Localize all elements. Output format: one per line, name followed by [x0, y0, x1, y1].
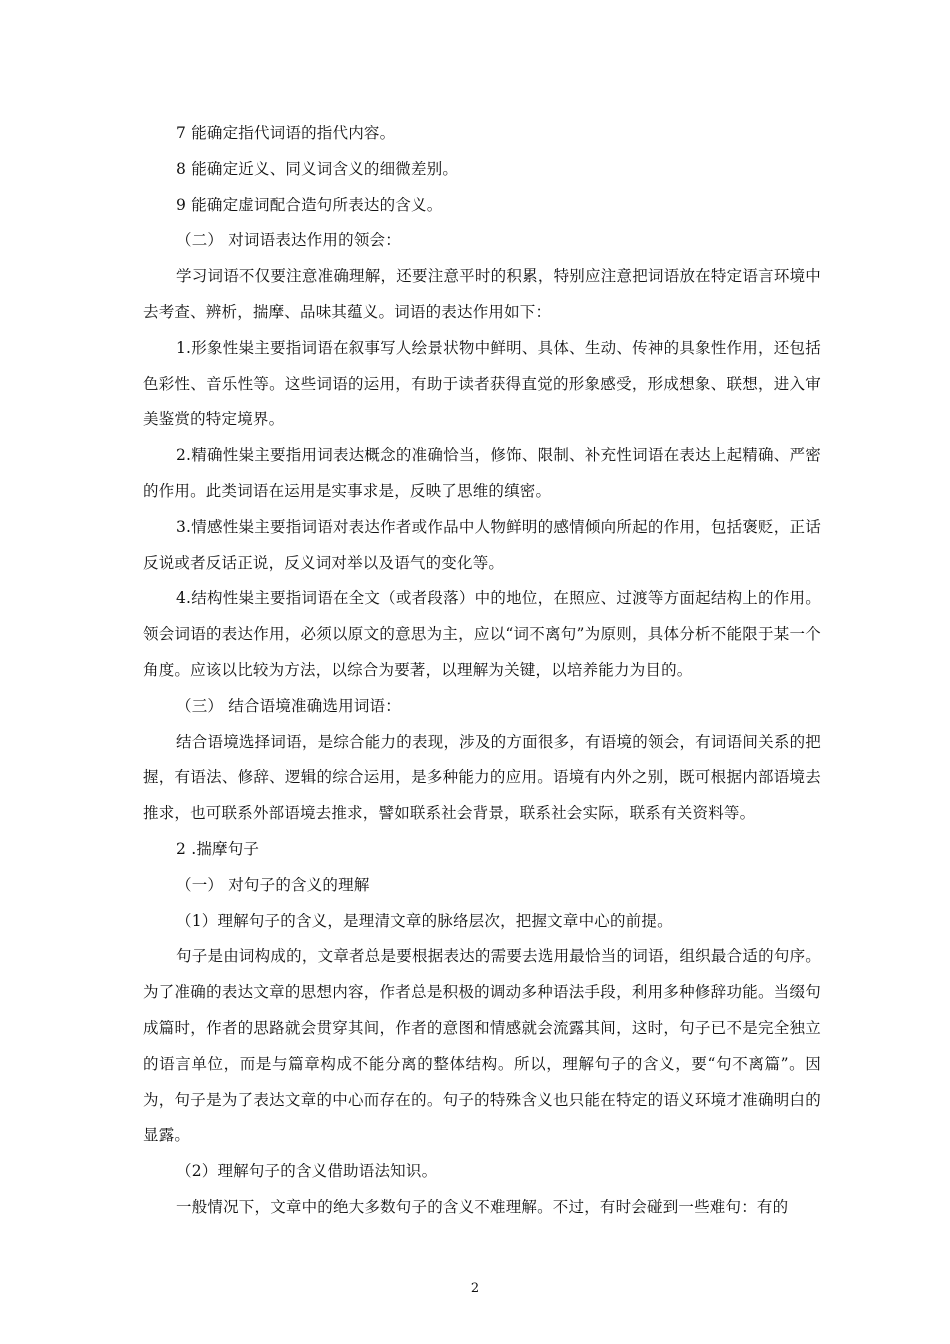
- paragraph: 7 能确定指代词语的指代内容。: [176, 124, 396, 142]
- paragraph: 结合语境选择词语，是综合能力的表现，涉及的方面很多，有语境的领会，有词语间关系的把握，有语法、修辞、逻辑的综合运用，是多种能力的应用。语境有内外之别，既可根据内部语境去推求，也可联系外部语境去推求，譬如联系社会背景，联系社会实际，联系有关资料等。: [143, 732, 821, 823]
- paragraph: 1.形象性粜主要指词语在叙事写人绘景状物中鲜明、具体、生动、传神的具象性作用，还包括色彩性、音乐性等。这些词语的运用，有助于读者获得直觉的形象感受，形成想象、联想，进入审美鉴赏的特定境界。: [143, 338, 821, 429]
- paragraph: 学习词语不仅要注意准确理解，还要注意平时的积累，特别应注意把词语放在特定语言环境中去考查、辨析，揣摩、品味其蕴义。词语的表达作用如下：: [143, 267, 821, 321]
- paragraph: （2）理解句子的含义借助语法知识。: [176, 1162, 438, 1181]
- page-body: [143, 116, 821, 1226]
- paragraph: 一般情况下，文章中的绝大多数句子的含义不难理解。不过，有时会碰到一些难句：有的: [176, 1197, 789, 1216]
- section-heading: （三） 结合语境准确选用词语：: [176, 696, 401, 715]
- page-number: 2: [470, 1281, 480, 1296]
- paragraph: 句子是由词构成的，文章者总是要根据表达的需要去选用最恰当的词语，组织最合适的句序。为了准确的表达文章的思想内容，作者总是积极的调动多种语法手段，利用多种修辞功能。当缀句成篇时，作者的思路就会贯穿其间，作者的意图和情感就会流露其间，这时，句子已不是完全独立的语言单位，而是与篇章构成不能分离的整体结构。所以，理解句子的含义，要“句不离篇”。因为，句子是为了表达文章的中心而存在的。句子的特殊含义也只能在特定的语义环境才准确明白的显露。: [143, 947, 821, 1145]
- section-heading: （二） 对词语表达作用的领会：: [176, 231, 401, 250]
- paragraph: （1）理解句子的含义，是理清文章的脉络层次，把握文章中心的前提。: [176, 911, 673, 930]
- section-heading: 2 .揣摩句子: [176, 839, 260, 858]
- paragraph: 3.情感性粜主要指词语对表达作者或作品中人物鲜明的感情倾向所起的作用，包括褒贬，正话反说或者反话正说，反义词对举以及语气的变化等。: [143, 517, 821, 572]
- paragraph: 9 能确定虚词配合造句所表达的含义。: [176, 195, 443, 214]
- section-heading: （一） 对句子的含义的理解: [176, 875, 370, 894]
- paragraph: 2.精确性粜主要指用词表达概念的准确恰当，修饰、限制、补充性词语在表达上起精确、严密的作用。此类词语在运用是实事求是，反映了思维的缜密。: [143, 446, 821, 500]
- paragraph: 8 能确定近义、同义词含义的细微差别。: [176, 159, 459, 178]
- paragraph: 4.结构性粜主要指词语在全文（或者段落）中的地位，在照应、过渡等方面起结构上的作用。领会词语的表达作用，必须以原文的意思为主，应以“词不离句”为原则，具体分析不能限于某一个角度。应该以比较为方法，以综合为要著，以理解为关键，以培养能力为目的。: [143, 589, 821, 679]
